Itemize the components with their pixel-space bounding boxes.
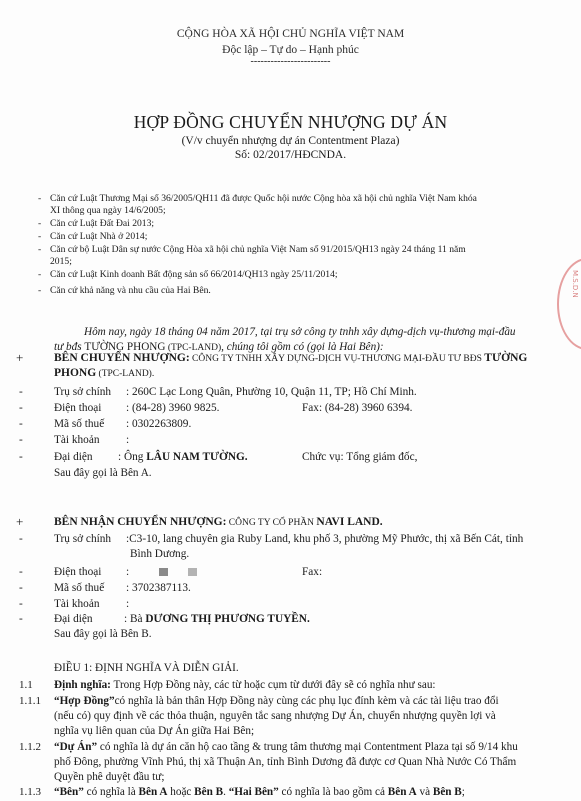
row-dash: -	[19, 566, 23, 578]
bullet-dash: -	[38, 269, 42, 280]
clause-1-1-1-cont: (nếu có) quy định về các thỏa thuận, nguyên tắc sang nhượng Dự Án, chuyển nhượng quyền lợi và	[54, 710, 496, 722]
party-a-marker: +	[16, 350, 24, 365]
party-a-tax-value: : 0302263809.	[126, 418, 192, 430]
party-b-rep-value: : Bà DƯƠNG THỊ PHƯƠNG TUYỀN.	[124, 613, 310, 625]
clause-number: 1.1.2	[19, 741, 41, 753]
intro-line-2: tư bđs TƯỜNG PHONG (TPC-LAND), chúng tôi gồm có (gọi là Hai Bên):	[54, 341, 384, 353]
clause-1-1-2-cont: phố Đông, phường Vĩnh Phú, thị xã Thuận An, tỉnh Bình Dương đã được cơ Quan Nhà Nước Có Thẩm	[54, 756, 517, 768]
party-a-heading-cont: PHONG (TPC-LAND).	[54, 367, 155, 379]
party-a-phone-label: Điện thoại	[54, 402, 102, 414]
row-dash: -	[19, 533, 23, 545]
legal-basis-item: Căn cứ bộ Luật Dân sự nước Cộng Hòa xã hội chủ nghĩa Việt Nam số 91/2015/QH13 ngày 24 tháng 11 năm	[50, 244, 466, 255]
bullet-dash: -	[38, 285, 42, 296]
stamp-text: M.S.D.N	[571, 270, 579, 298]
row-dash: -	[19, 402, 23, 414]
party-a-rep-value: : Ông LÂU NAM TƯỜNG.	[118, 451, 248, 463]
clause-1-1-1-cont: nghĩa vụ liên quan của Dự Án giữa Hai Bên;	[54, 725, 255, 737]
bullet-dash: -	[38, 193, 42, 204]
document-title: HỢP ĐỒNG CHUYỂN NHƯỢNG DỰ ÁN	[133, 112, 448, 132]
party-a-position: Chức vụ: Tổng giám đốc,	[302, 451, 418, 463]
legal-basis-item: Căn cứ khả năng và nhu cầu của Hai Bên.	[50, 285, 211, 296]
clause-1-1-1: “Hợp Đồng”có nghĩa là bản thân Hợp Đồng này cùng các phụ lục đính kèm và các tài liệu trao đổi	[54, 695, 499, 707]
party-a-hereafter: Sau đây gọi là Bên A.	[54, 467, 152, 479]
clause-1-1-2: “Dự Án” có nghĩa là dự án căn hộ cao tầng & trung tâm thương mại Contentment Plaza tại số 9/14 khu	[54, 741, 518, 753]
party-b-hereafter: Sau đây gọi là Bên B.	[54, 628, 152, 640]
party-b-heading: BÊN NHẬN CHUYỂN NHƯỢNG: CÔNG TY CỔ PHẦN NAVI LAND.	[54, 516, 383, 528]
clause-number: 1.1	[19, 679, 33, 691]
bullet-dash: -	[38, 218, 42, 229]
row-dash: -	[19, 451, 23, 463]
document-subtitle: (V/v chuyển nhượng dự án Contentment Plaza)	[181, 135, 400, 147]
redacted-block	[188, 568, 197, 576]
legal-basis-item: Căn cứ Luật Kinh doanh Bất động sản số 66/2014/QH13 ngày 25/11/2014;	[50, 269, 338, 280]
row-dash: -	[19, 418, 23, 430]
party-b-marker: +	[16, 514, 24, 529]
party-b-phone-label: Điện thoại	[54, 566, 102, 578]
party-a-account-label: Tài khoản	[54, 434, 100, 446]
party-a-phone-value: : (84-28) 3960 9825.	[126, 402, 220, 414]
party-a-office-value: : 260C Lạc Long Quân, Phường 10, Quận 11, TP; Hồ Chí Minh.	[126, 386, 417, 398]
bullet-dash: -	[38, 244, 42, 255]
legal-basis-item: Căn cứ Luật Thương Mại số 36/2005/QH11 đã được Quốc hội nước Cộng hòa xã hội chủ nghĩa Việt Nam khóa	[50, 193, 477, 204]
party-a-account-value: :	[126, 434, 130, 446]
party-b-office-value-cont: Bình Dương.	[130, 548, 190, 560]
legal-basis-item: Căn cứ Luật Nhà ở 2014;	[50, 231, 148, 242]
document-number: Số: 02/2017/HĐCNDA.	[234, 149, 347, 161]
party-b-office-value: :C3-10, lang chuyên gia Ruby Land, khu phố 3, phường Mỹ Phước, thị xã Bến Cát, tỉnh	[126, 533, 524, 545]
party-b-phone-value: :	[126, 566, 197, 578]
party-b-rep-label: Đại diện	[54, 613, 93, 625]
legal-basis-item: Căn cứ Luật Đất Đai 2013;	[50, 218, 155, 229]
party-a-rep-label: Đại diện	[54, 451, 93, 463]
party-b-account-value: :	[126, 598, 130, 610]
party-a-tax-label: Mã số thuế	[54, 418, 105, 430]
party-b-office-label: Trụ sở chính	[54, 533, 112, 545]
motto: Độc lập – Tự do – Hạnh phúc	[222, 44, 359, 56]
clause-1-1: Định nghĩa: Trong Hợp Đồng này, các từ hoặc cụm từ dưới đây sẽ có nghĩa như sau:	[54, 679, 436, 691]
party-b-account-label: Tài khoản	[54, 598, 100, 610]
clause-number: 1.1.3	[19, 786, 41, 798]
clause-number: 1.1.1	[19, 695, 41, 707]
header-divider: ------------------------	[250, 56, 331, 67]
country-header: CỘNG HÒA XÃ HỘI CHỦ NGHĨA VIỆT NAM	[176, 28, 405, 40]
article-1-heading: ĐIỀU 1: ĐỊNH NGHĨA VÀ DIỄN GIẢI.	[54, 662, 239, 674]
party-a-fax: Fax: (84-28) 3960 6394.	[302, 402, 413, 414]
row-dash: -	[19, 582, 23, 594]
party-a-heading: BÊN CHUYỂN NHƯỢNG: CÔNG TY TNHH XÂY DỰNG-DỊCH VỤ-THƯƠNG MẠI-ĐẦU TƯ BĐS TƯỜNG	[54, 352, 528, 364]
legal-basis-item-cont: 2015;	[50, 256, 72, 267]
legal-basis-item-cont: XI thông qua ngày 14/6/2005;	[50, 205, 166, 216]
party-b-fax: Fax:	[302, 566, 323, 578]
party-b-tax-value: : 3702387113.	[126, 582, 191, 594]
bullet-dash: -	[38, 231, 42, 242]
row-dash: -	[19, 598, 23, 610]
clause-1-1-3: “Bên” có nghĩa là Bên A hoặc Bên B. “Hai Bên” có nghĩa là bao gồm cả Bên A và Bên B;	[54, 786, 465, 798]
redacted-block	[159, 568, 168, 576]
clause-1-1-2-cont: Quyền phê duyệt đầu tư;	[54, 771, 165, 783]
row-dash: -	[19, 434, 23, 446]
party-a-office-label: Trụ sở chính	[54, 386, 112, 398]
row-dash: -	[19, 386, 23, 398]
party-b-tax-label: Mã số thuế	[54, 582, 105, 594]
intro-line-1: Hôm nay, ngày 18 tháng 04 năm 2017, tại trụ sở công ty tnhh xây dựng-dịch vụ-thương mại-đầu	[84, 326, 516, 338]
row-dash: -	[19, 613, 23, 625]
